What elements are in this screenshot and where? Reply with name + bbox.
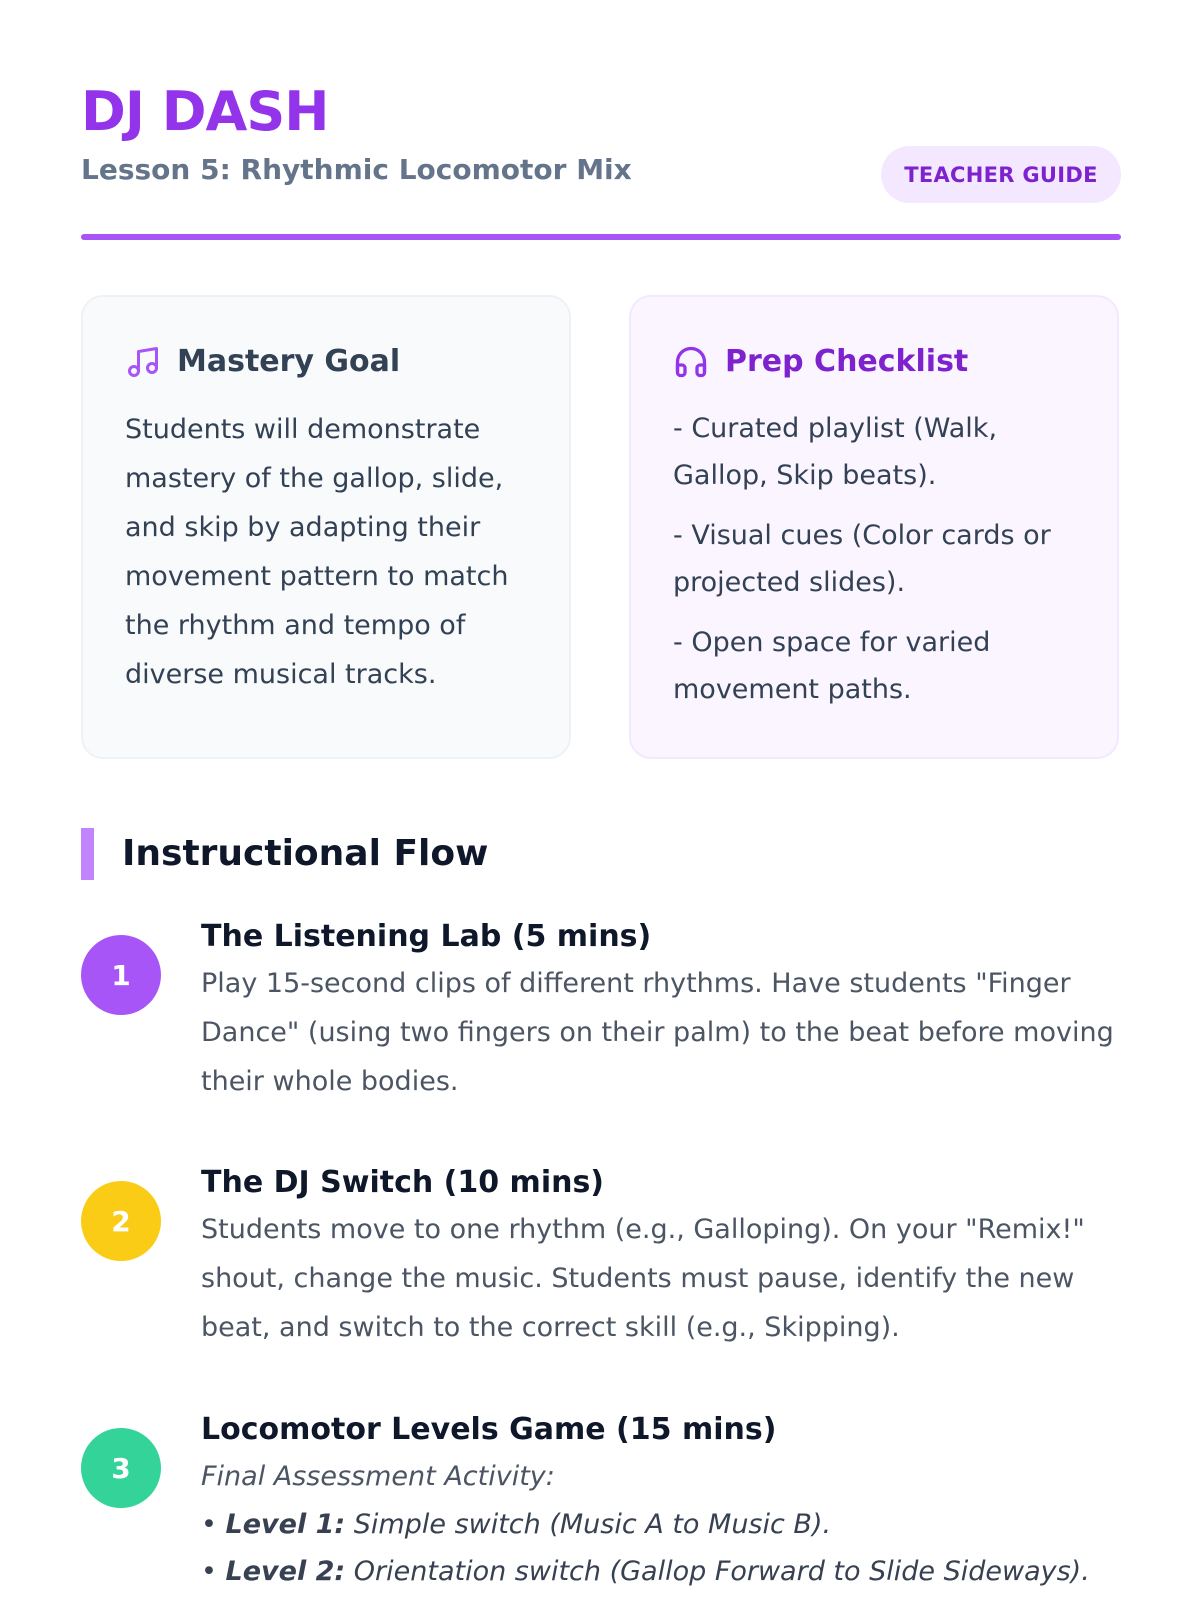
- mastery-goal-title: Mastery Goal: [177, 344, 401, 379]
- prep-checklist-header: [673, 337, 1075, 387]
- level-label: Level 1:: [225, 1509, 346, 1540]
- music-note-icon: [125, 344, 161, 380]
- step-number-badge: 2: [81, 1181, 161, 1261]
- checklist-item: - Visual cues (Color cards or projected slides).: [673, 520, 1051, 598]
- step-title: The DJ Switch (10 mins): [201, 1165, 605, 1200]
- level-item: [201, 1548, 1121, 1595]
- section-accent-bar: [81, 828, 94, 880]
- prep-checklist-card: [629, 295, 1119, 759]
- checklist-item: - Open space for varied movement paths.: [673, 627, 991, 705]
- level-item: [201, 1501, 1121, 1548]
- info-cards: [81, 295, 1121, 759]
- step-content: [201, 1408, 1121, 1595]
- step-content: [201, 915, 1121, 1106]
- mastery-goal-header: [125, 337, 527, 387]
- lesson-header: [81, 0, 1121, 241]
- lesson-page: [81, 0, 1121, 1587]
- step-title: The Listening Lab (5 mins): [201, 919, 652, 954]
- mastery-goal-card: [81, 295, 571, 759]
- headphones-icon: [673, 344, 709, 380]
- step-content: [201, 1161, 1121, 1352]
- level-label: Level 2:: [225, 1556, 346, 1587]
- level-text: Orientation switch (Gallop Forward to Slide Sideways).: [353, 1556, 1090, 1587]
- page-title: DJ DASH: [81, 80, 329, 143]
- step-description: Play 15-second clips of different rhythms. Have students "Finger Dance" (using two fingers on their palm) to the beat before moving their whole bodies.: [201, 968, 1114, 1097]
- step-description: Final Assessment Activity:: [201, 1461, 555, 1492]
- level-text: Simple switch (Music A to Music B).: [353, 1509, 832, 1540]
- level-bullet: •: [201, 1556, 217, 1587]
- section-title: Instructional Flow: [122, 833, 489, 874]
- step-description: Students move to one rhythm (e.g., Galloping). On your "Remix!" shout, change the music. Students must pause, identify the new beat, and switch to the correct skill (e.g., Skipping).: [201, 1214, 1085, 1343]
- step-number-badge: 1: [81, 935, 161, 1015]
- teacher-guide-badge: TEACHER GUIDE: [881, 146, 1121, 203]
- step-title: Locomotor Levels Game (15 mins): [201, 1412, 777, 1447]
- checklist-item: - Curated playlist (Walk, Gallop, Skip beats).: [673, 413, 998, 491]
- step-number-badge: 3: [81, 1428, 161, 1508]
- instructional-flow-heading: [81, 828, 1121, 880]
- header-divider: [81, 234, 1121, 240]
- level-bullet: •: [201, 1509, 217, 1540]
- mastery-goal-text: Students will demonstrate mastery of the gallop, slide, and skip by adapting their movement pattern to match the rhythm and tempo of diverse musical tracks.: [125, 414, 509, 690]
- lesson-subtitle: Lesson 5: Rhythmic Locomotor Mix: [81, 153, 632, 186]
- prep-checklist-title: Prep Checklist: [725, 344, 969, 379]
